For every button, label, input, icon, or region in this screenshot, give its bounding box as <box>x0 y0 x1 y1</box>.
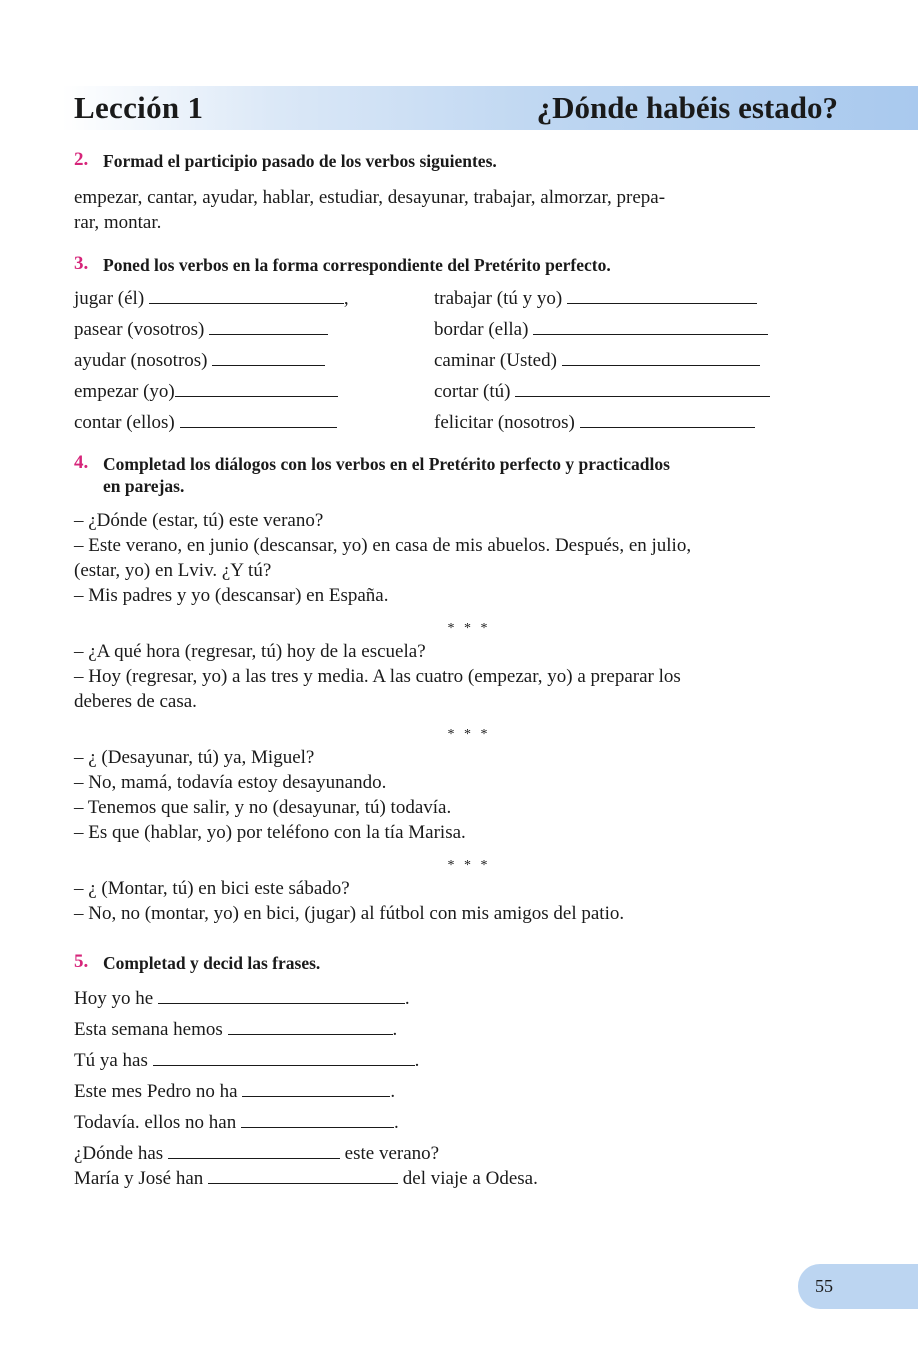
ex5-sentence: Hoy yo he . <box>74 988 410 1009</box>
ex5-sentence: Todavía. ellos no han . <box>74 1112 399 1133</box>
answer-blank[interactable] <box>168 1142 340 1159</box>
ex3-item: contar (ellos) <box>74 410 434 435</box>
ex3-item: empezar (yo) <box>74 379 434 404</box>
dialogue-4 <box>74 876 844 926</box>
answer-blank[interactable] <box>175 380 338 397</box>
ex3-item: jugar (él) , <box>74 288 349 309</box>
dialogue-line: – ¿ (Desayunar, tú) ya, Miguel? <box>74 747 315 768</box>
answer-blank[interactable] <box>515 380 770 397</box>
dialogue-line: – Es que (hablar, yo) por teléfono con la tía Marisa. <box>74 822 466 843</box>
dialogue-line: – No, mamá, todavía estoy desayunando. <box>74 772 387 793</box>
ex3-item: bordar (ella) <box>434 317 814 342</box>
dialogue-line: deberes de casa. <box>74 691 197 712</box>
ex3-item: pasear (vosotros) <box>74 317 434 342</box>
answer-blank[interactable] <box>241 1111 394 1128</box>
answer-blank[interactable] <box>149 287 344 304</box>
dialogue-1 <box>74 508 844 608</box>
ex3-item: caminar (Usted) <box>434 348 814 373</box>
dialogue-line: – ¿A qué hora (regresar, tú) hoy de la escuela? <box>74 641 426 662</box>
answer-blank[interactable] <box>209 318 328 335</box>
page-content <box>74 150 844 1191</box>
answer-blank[interactable] <box>158 987 405 1004</box>
exercise-number: 3. <box>74 253 89 274</box>
ex5-sentences <box>74 986 844 1191</box>
answer-blank[interactable] <box>242 1080 390 1097</box>
lesson-topic: ¿Dónde habéis estado? <box>536 90 838 125</box>
ex5-sentence: ¿Dónde has este verano? <box>74 1143 440 1164</box>
answer-blank[interactable] <box>153 1049 415 1066</box>
exercise-3-instruction: 3. Poned los verbos en la forma correspondiente del Pretérito perfecto. <box>74 253 611 275</box>
ex3-grid <box>74 286 844 435</box>
answer-blank[interactable] <box>580 411 755 428</box>
exercise-number: 2. <box>74 149 89 170</box>
ex2-line: empezar, cantar, ayudar, hablar, estudiar, desayunar, trabajar, almorzar, prepa- <box>74 187 666 208</box>
dialogue-line: – Este verano, en junio (descansar, yo) en casa de mis abuelos. Después, en julio, <box>74 535 692 556</box>
dialogue-line: – ¿Dónde (estar, tú) este verano? <box>74 510 324 531</box>
dialogue-line: – Mis padres y yo (descansar) en España. <box>74 585 389 606</box>
separator-stars: * * * <box>447 621 491 636</box>
answer-blank[interactable] <box>562 349 760 366</box>
answer-blank[interactable] <box>533 318 768 335</box>
answer-blank[interactable] <box>208 1167 398 1184</box>
dialogue-line: – Tenemos que salir, y no (desayunar, tú) todavía. <box>74 797 452 818</box>
answer-blank[interactable] <box>228 1018 393 1035</box>
page-number: 55 <box>815 1276 833 1296</box>
ex2-line: rar, montar. <box>74 212 162 233</box>
dialogue-3 <box>74 745 844 845</box>
separator-stars: * * * <box>447 858 491 873</box>
dialogue-2 <box>74 639 844 714</box>
ex5-sentence: Este mes Pedro no ha . <box>74 1081 396 1102</box>
exercise-number: 4. <box>74 452 89 473</box>
dialogue-line: – No, no (montar, yo) en bici, (jugar) al fútbol con mis amigos del patio. <box>74 903 625 924</box>
separator-stars: * * * <box>447 727 491 742</box>
answer-blank[interactable] <box>567 287 757 304</box>
ex5-sentence: María y José han del viaje a Odesa. <box>74 1168 538 1189</box>
exercise-2-instruction: 2. Formad el participio pasado de los verbos siguientes. <box>74 149 497 171</box>
exercise-4-instruction: 4. Completad los diálogos con los verbos en el Pretérito perfecto y practicadlos en parejas. <box>74 452 670 496</box>
answer-blank[interactable] <box>180 411 337 428</box>
ex5-sentence: Esta semana hemos . <box>74 1019 398 1040</box>
dialogue-line: – Hoy (regresar, yo) a las tres y media. A las cuatro (empezar, yo) a preparar los <box>74 666 681 687</box>
dialogue-line: – ¿ (Montar, tú) en bici este sábado? <box>74 878 350 899</box>
ex3-item: cortar (tú) <box>434 379 814 404</box>
answer-blank[interactable] <box>212 349 325 366</box>
ex3-item: ayudar (nosotros) <box>74 348 434 373</box>
ex5-sentence: Tú ya has . <box>74 1050 420 1071</box>
exercise-number: 5. <box>74 951 89 972</box>
exercise-5-instruction: 5. Completad y decid las frases. <box>74 951 321 973</box>
ex3-item: trabajar (tú y yo) <box>434 286 814 311</box>
dialogue-line: (estar, yo) en Lviv. ¿Y tú? <box>74 560 272 581</box>
lesson-title: Lección 1 <box>74 90 204 125</box>
ex3-item: felicitar (nosotros) <box>434 410 814 435</box>
